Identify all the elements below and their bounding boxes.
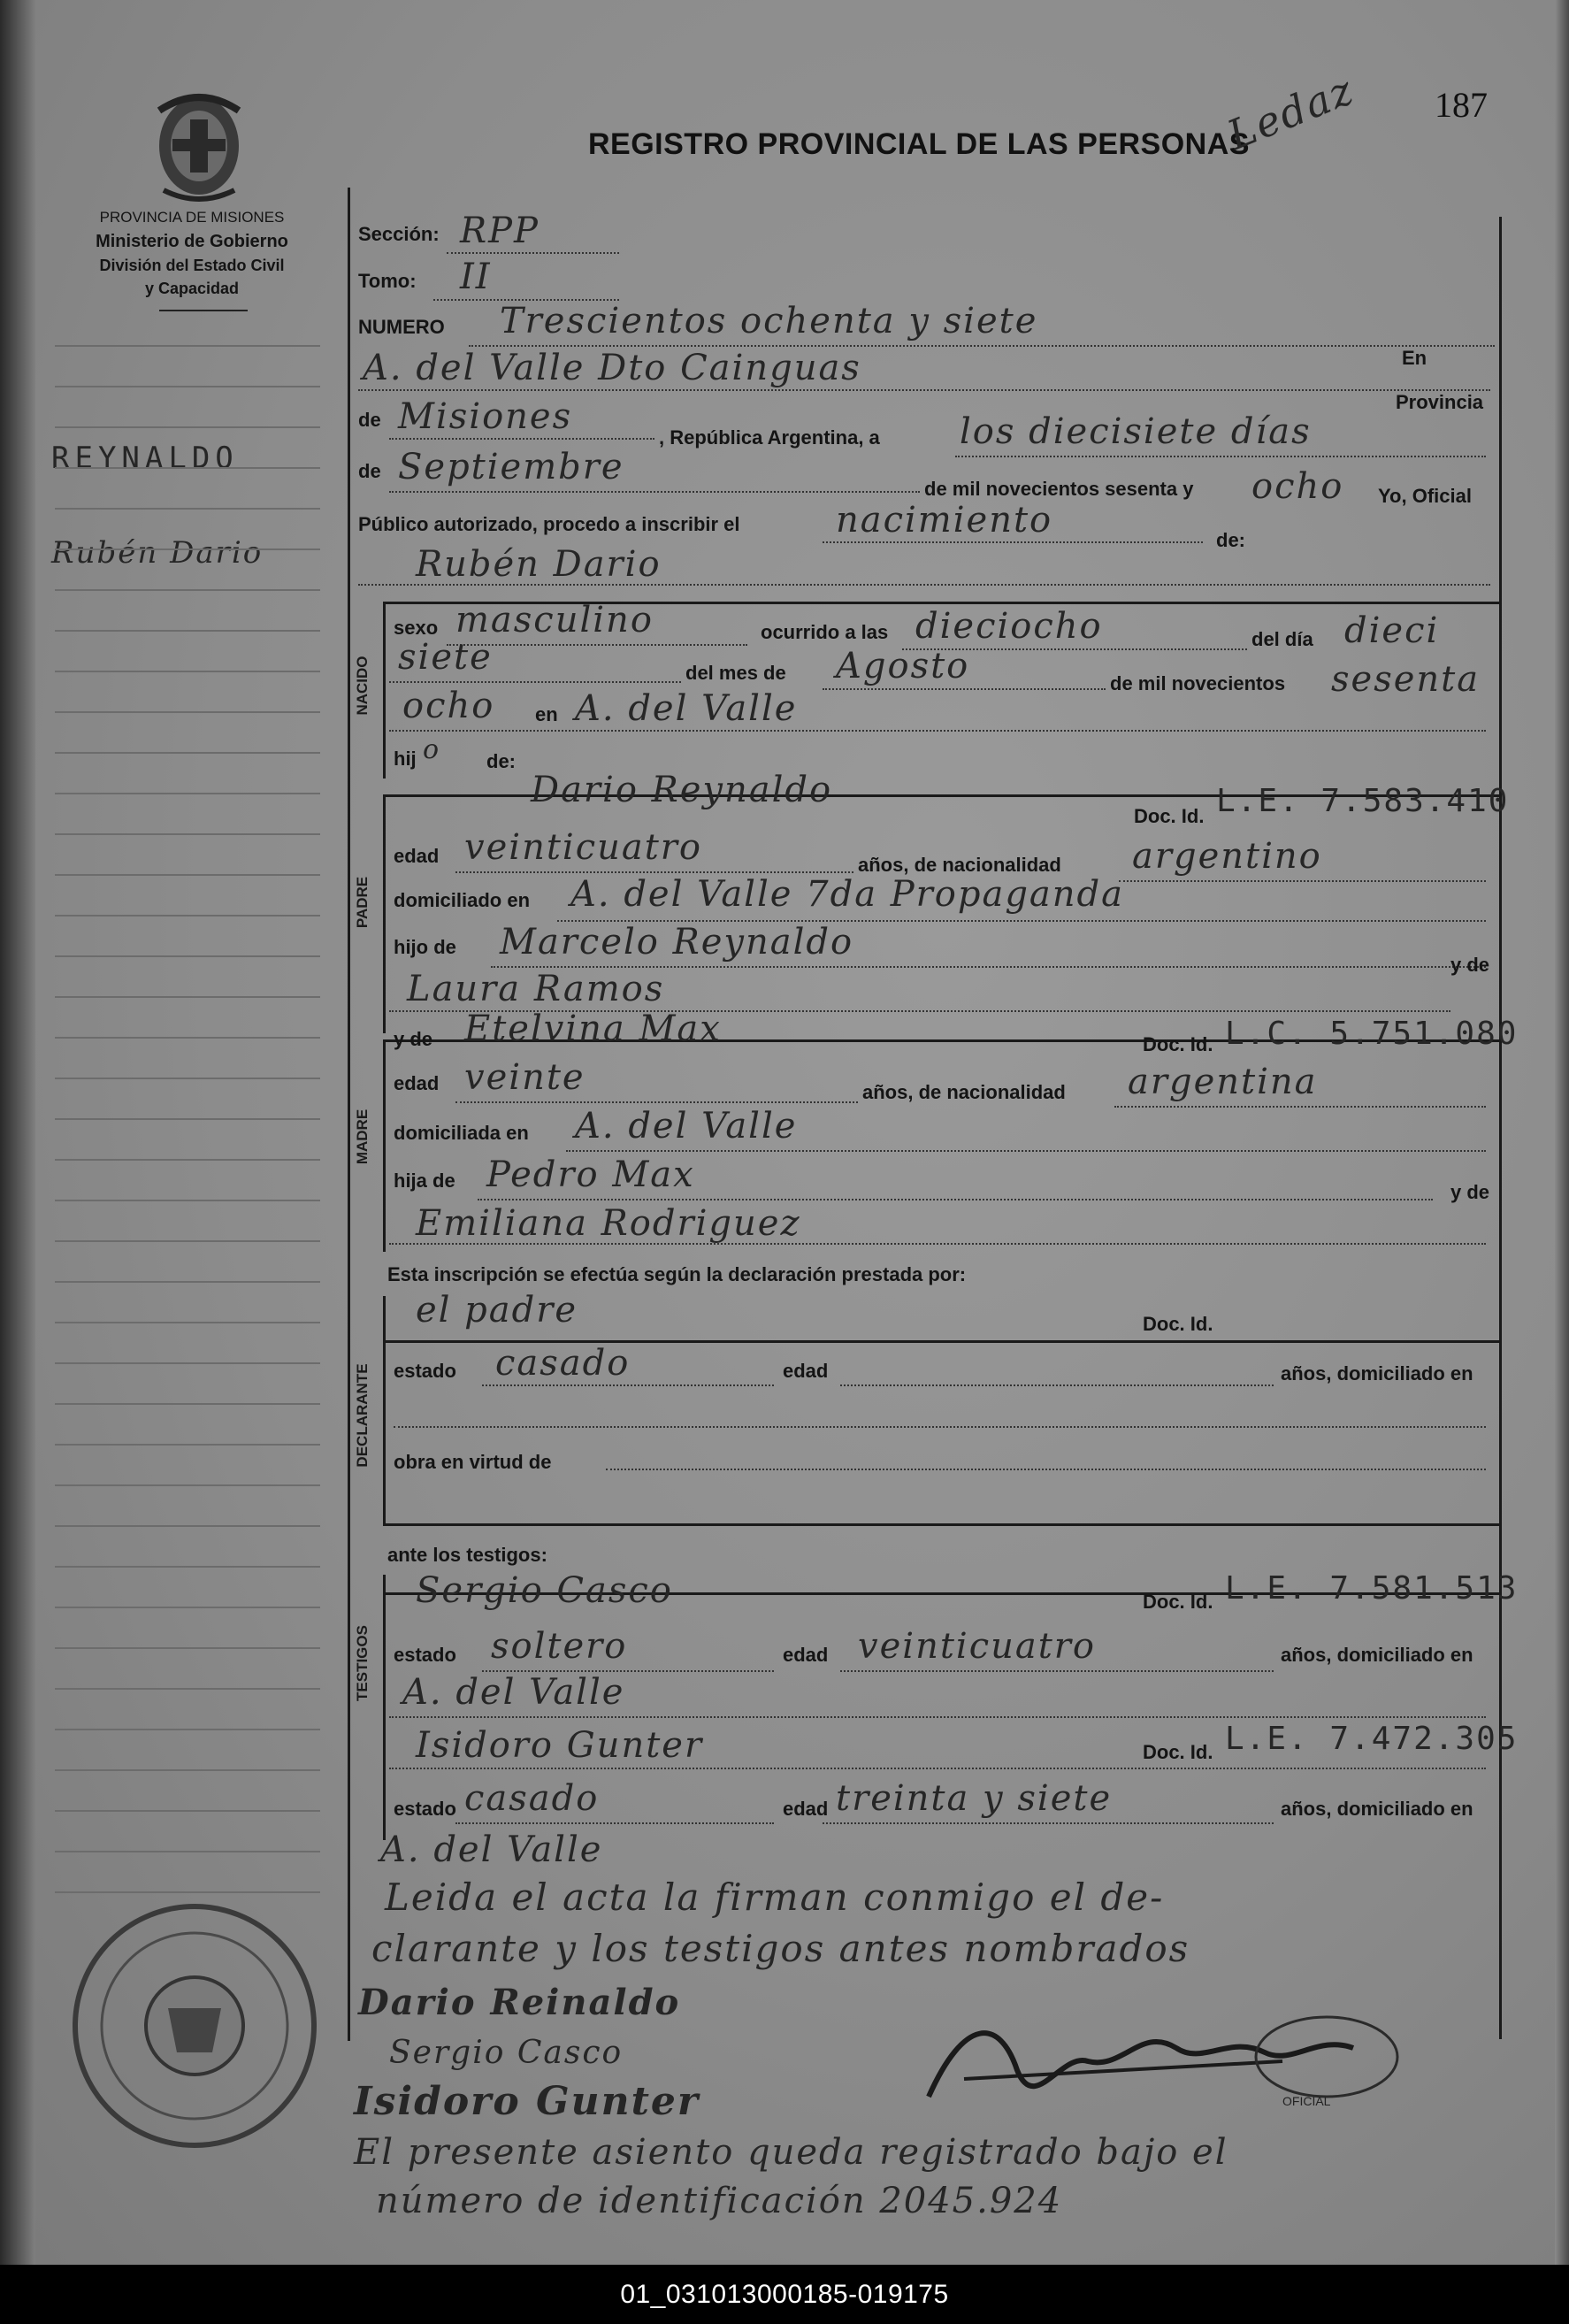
margin-rule [55,630,320,632]
declarante-intro-label: Esta inscripción se efectúa según la declaración prestada por: [387,1263,967,1285]
padre-padres-value-1: Marcelo Reynaldo [500,922,854,963]
madre-y-de-label-2: y de [1450,1181,1490,1203]
declarante-domicilio-label: años, domiciliado en [1281,1362,1473,1384]
ministry-province: PROVINCIA DE MISIONES [99,209,285,226]
mes-nacido-value: Agosto [836,646,970,686]
margin-rule [55,996,320,998]
del-mes-label: del mes de [685,662,786,684]
de-label-2: de [358,460,381,482]
margin-rule [55,1118,320,1120]
margin-rule [55,1281,320,1283]
signature-2: Sergio Casco [389,2035,624,2071]
margin-rule [55,1769,320,1771]
page-edge [1555,0,1569,2265]
ministry-name: Ministerio de Gobierno [96,232,288,251]
mil-label: de mil novecientos sesenta y [924,478,1194,500]
testigo1-domicilio-value: A. del Valle [402,1672,625,1713]
signature-1: Dario Reinaldo [358,1982,681,2023]
margin-rule [55,1240,320,1242]
coat-of-arms-icon [142,84,256,208]
margin-rule [55,1891,320,1893]
publico-label: Público autorizado, procedo a inscribir el [358,513,740,535]
hijo-label: hij [394,748,417,770]
testigo2-edad-label: edad [783,1798,829,1820]
numero-value: Trescientos ochenta y siete [500,301,1038,341]
mil-nacido-label: de mil novecientos [1110,672,1286,694]
book-binding [0,0,35,2265]
padre-edad-label: edad [394,845,440,867]
margin-rule [55,1688,320,1690]
closing-line-1: Leida el acta la firman conmigo el de- [385,1875,1165,1919]
margin-rule [55,671,320,672]
testigo2-domicilio-value: A. del Valle [380,1829,603,1870]
padre-domicilio-value: A. del Valle 7da Propaganda [570,874,1124,915]
margin-rule [55,426,320,428]
margin-rule [55,1444,320,1446]
declarante-edad-label: edad [783,1360,829,1382]
margin-rule [55,1810,320,1812]
provincia-label: Provincia [1396,391,1484,413]
margin-rule [55,1525,320,1527]
testigos-intro-label: ante los testigos: [387,1544,547,1566]
nombre-value: Rubén Dario [416,544,662,585]
testigo2-domicilio-label: años, domiciliado en [1281,1798,1473,1820]
dia-part2-value: siete [398,637,493,678]
margin-rule [55,915,320,917]
margin-rule [55,1322,320,1323]
testigo1-nombre-value: Sergio Casco [416,1570,673,1611]
padre-doc-value: L.E. 7.583.410 [1216,783,1510,819]
note-line-2: número de identificación 2045.924 [376,2181,1063,2221]
margin-rule [55,386,320,387]
signature-3: Isidoro Gunter [354,2079,700,2124]
padre-domicilio-label: domiciliado en [394,889,531,911]
note-line-1: El presente asiento queda registrado bajo el [354,2132,1228,2173]
page-number: 187 [1435,85,1488,125]
madre-padres-value-2: Emiliana Rodriguez [416,1203,801,1244]
madre-domicilio-value: A. del Valle [575,1106,798,1147]
hijo-value: o [423,734,441,765]
margin-rule [55,793,320,794]
padre-section-label: PADRE [354,876,371,929]
numero-label: NUMERO [358,316,445,338]
de-colon-label: de: [1216,529,1245,551]
madre-doc-value: L.C. 5.751.080 [1225,1016,1519,1052]
en-nacido-label: en [535,703,558,725]
margin-rule [55,1362,320,1364]
nacido-section-label: NACIDO [354,656,371,716]
closing-line-2: clarante y los testigos antes nombrados [371,1927,1190,1970]
acto-value: nacimiento [836,500,1053,541]
padre-nombre-value: Dario Reynaldo [531,770,833,810]
margin-rule [55,874,320,876]
madre-nacionalidad-label: años, de nacionalidad [862,1081,1066,1103]
padre-y-de-label: y de [1450,954,1490,976]
page-title: REGISTRO PROVINCIAL DE LAS PERSONAS [588,127,1250,161]
seccion-value: RPP [460,211,540,251]
margin-rule [55,1403,320,1405]
main-frame-left [348,188,350,2041]
hora-value: dieciocho [915,606,1103,647]
ministry-capacity: y Capacidad [144,280,240,297]
anio-value: ocho [1251,466,1344,507]
republica-label: , República Argentina, a [659,426,880,449]
place-value: A. del Valle Dto Cainguas [363,348,861,388]
testigo1-doc-label: Doc. Id. [1143,1591,1213,1613]
ocurrido-label: ocurrido a las [761,621,889,643]
testigo2-doc-label: Doc. Id. [1143,1741,1213,1763]
declarante-nombre-value: el padre [416,1290,578,1331]
official-seal-icon [62,1893,327,2159]
madre-domicilio-label: domiciliada en [394,1122,529,1144]
testigo1-edad-label: edad [783,1644,829,1666]
padre-hijo-de-label: hijo de [394,936,456,958]
testigo1-edad-value: veinticuatro [858,1626,1096,1667]
title-annotation: Ledaz [1221,65,1361,159]
testigo2-edad-value: treinta y siete [836,1778,1113,1819]
testigo1-domicilio-label: años, domiciliado en [1281,1644,1473,1666]
margin-rule [55,711,320,713]
padre-nacionalidad-value: argentino [1132,836,1322,877]
margin-rule [55,1607,320,1608]
margin-rule [55,1037,320,1039]
testigo2-doc-value: L.E. 7.472.305 [1225,1721,1519,1757]
testigo1-estado-label: estado [394,1644,456,1666]
madre-hija-de-label: hija de [394,1170,455,1192]
madre-edad-label: edad [394,1072,440,1094]
tomo-value: II [460,257,492,297]
padre-nacionalidad-label: años, de nacionalidad [858,854,1061,876]
sexo-value: masculino [455,600,654,640]
provincia-value: Misiones [398,396,573,437]
anio-nacido-part2: ocho [402,686,495,726]
sexo-label: sexo [394,617,439,639]
margin-rule [55,752,320,754]
declarante-doc-label: Doc. Id. [1143,1313,1213,1335]
obra-label: obra en virtud de [394,1451,552,1473]
declarante-section-label: DECLARANTE [354,1363,371,1468]
madre-y-de-label: y de [394,1028,433,1050]
image-id-caption: 01_031013000185-019175 [0,2265,1569,2324]
del-dia-label: del día [1251,628,1313,650]
margin-rule [55,467,320,469]
margin-rule [55,833,320,835]
padre-padres-value-2: Laura Ramos [407,969,665,1009]
declarante-estado-label: estado [394,1360,456,1382]
margin-rule [55,1159,320,1161]
margin-rule [55,1484,320,1486]
anio-nacido-part1: sesenta [1331,659,1481,700]
margin-given-names: Rubén Dario [51,535,264,571]
mes-value: Septiembre [398,447,624,487]
margin-rule [55,345,320,347]
margin-rule [55,1078,320,1079]
svg-text:OFICIAL: OFICIAL [1282,2094,1331,2108]
dia-value: los diecisiete días [960,411,1312,452]
ministry-rule [159,310,248,311]
testigos-top-rule [383,1523,1502,1526]
padre-doc-label: Doc. Id. [1134,805,1205,827]
testigo2-nombre-value: Isidoro Gunter [416,1725,704,1766]
official-signature-icon [911,1999,1459,2132]
testigos-section-label: TESTIGOS [354,1625,371,1701]
margin-rule [55,1729,320,1730]
en-label: En [1402,347,1427,369]
tomo-label: Tomo: [358,270,417,292]
lugar-nacido-value: A. del Valle [575,688,798,729]
de-label: de [358,409,381,431]
seccion-label: Sección: [358,223,440,245]
madre-padres-value-1: Pedro Max [486,1154,695,1195]
margin-rule [55,1200,320,1201]
testigo1-doc-value: L.E. 7.581.513 [1225,1570,1519,1607]
margin-surname: REYNALDO [51,441,239,476]
hijo-de-label: de: [486,750,516,772]
margin-rule [55,548,320,550]
madre-doc-label: Doc. Id. [1143,1033,1213,1055]
madre-section-label: MADRE [354,1108,371,1165]
ministry-division: División del Estado Civil [99,257,285,274]
margin-rule [55,508,320,510]
margin-rule [55,1647,320,1649]
declarante-estado-value: casado [495,1343,631,1384]
margin-rule [55,955,320,957]
padre-edad-value: veinticuatro [464,827,702,868]
main-frame-right [1499,217,1502,2039]
testigo1-estado-value: soltero [491,1626,628,1667]
margin-rule [55,589,320,591]
testigo2-estado-label: estado [394,1798,456,1820]
dia-part1-value: dieci [1344,610,1440,651]
margin-rule [55,1851,320,1852]
margin-rule [55,1566,320,1568]
madre-nacionalidad-value: argentina [1128,1062,1318,1102]
testigo2-estado-value: casado [464,1778,600,1819]
oficial-label: Yo, Oficial [1378,485,1472,507]
madre-edad-value: veinte [464,1057,586,1098]
madre-nombre-value: Etelvina Max [464,1009,722,1049]
